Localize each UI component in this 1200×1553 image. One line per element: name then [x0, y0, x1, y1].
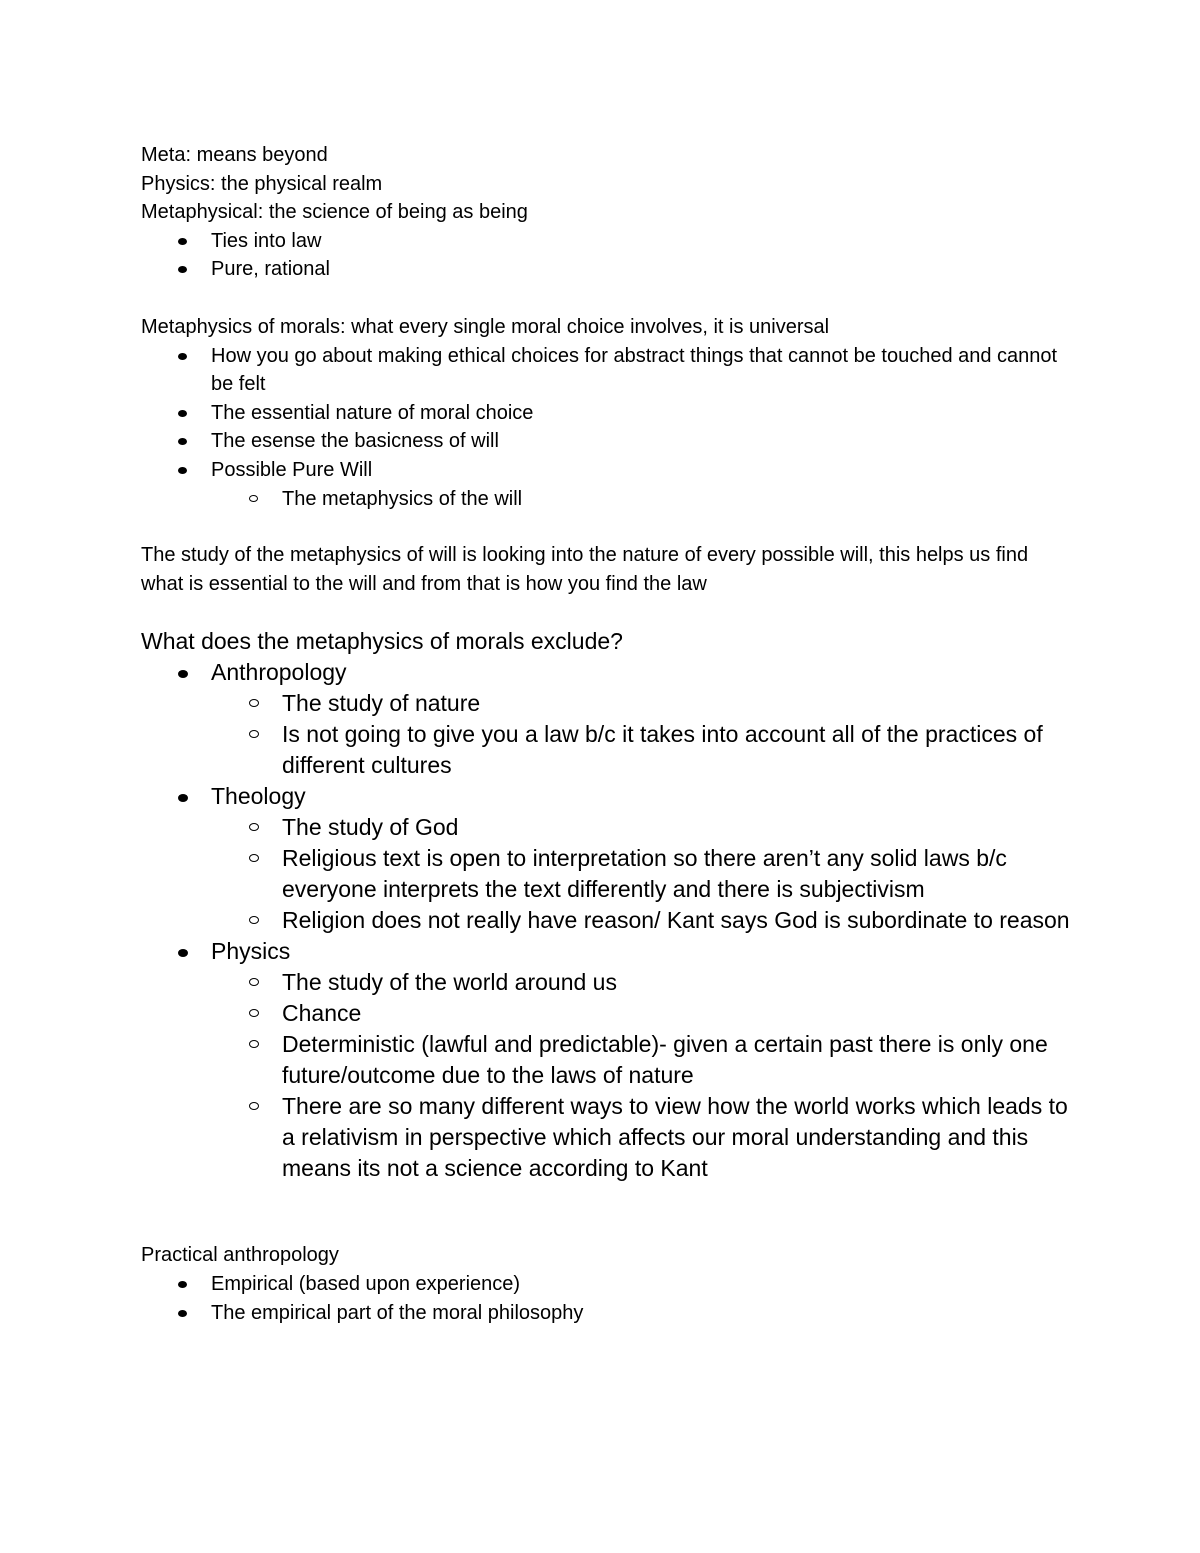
definition-bullets: [141, 227, 1071, 284]
list-item: Possible Pure Will: [141, 456, 1071, 485]
list-item: Ties into law: [141, 227, 1071, 256]
definition-meta: Meta: means beyond: [141, 144, 328, 166]
bullet-disc-icon: [178, 1281, 187, 1288]
sub-list-item: There are so many different ways to view how the world works which leads to a relativism in perspective which affects our moral understanding and this means its not a science according to Kant: [141, 1091, 1071, 1184]
bullet-circle-icon: [249, 1102, 259, 1110]
document-page: [141, 141, 1071, 1327]
bullet-disc-icon: [178, 438, 187, 445]
bullet-circle-icon: [249, 823, 259, 831]
sub-list-item: Chance: [141, 998, 1071, 1029]
bullet-disc-icon: [178, 949, 188, 957]
list-item: The esense the basicness of will: [141, 427, 1071, 456]
list-item: Pure, rational: [141, 255, 1071, 284]
definition-physics: Physics: the physical realm: [141, 172, 383, 195]
bullet-circle-icon: [249, 854, 259, 862]
bullet-circle-icon: [249, 1040, 259, 1048]
bullet-circle-icon: [249, 699, 259, 707]
bullet-disc-icon: [178, 410, 187, 417]
morals-bullets: [141, 342, 1071, 514]
sub-list-item: Is not going to give you a law b/c it takes into account all of the practices of different cultures: [141, 719, 1071, 781]
practical-bullets: [141, 1270, 1071, 1327]
bullet-disc-icon: [178, 670, 188, 678]
sub-list-item: Religious text is open to interpretation so there aren’t any solid laws b/c everyone interprets the text differently and there is subjectivism: [141, 843, 1071, 905]
section-heading: What does the metaphysics of morals exclude?: [141, 628, 623, 655]
exclusions-list: [141, 657, 1071, 1184]
sub-list-item: The metaphysics of the will: [141, 485, 1071, 514]
sub-list-item: Deterministic (lawful and predictable)- given a certain past there is only one future/outcome due to the laws of nature: [141, 1029, 1071, 1091]
bullet-circle-icon: [249, 916, 259, 924]
section-exclusions: [141, 626, 1071, 1184]
list-item: Anthropology: [141, 657, 1071, 688]
sub-list-item: The study of nature: [141, 688, 1071, 719]
section-practical-anthropology: [141, 1241, 1071, 1327]
bullet-disc-icon: [178, 353, 187, 360]
section-paragraph: [141, 541, 1071, 598]
bullet-circle-icon: [249, 1009, 259, 1017]
bullet-disc-icon: [178, 1310, 187, 1317]
bullet-disc-icon: [178, 266, 187, 273]
bullet-circle-icon: [249, 978, 259, 986]
bullet-disc-icon: [178, 467, 187, 474]
bullet-circle-icon: [249, 730, 259, 738]
section-metaphysics-of-morals: [141, 313, 1071, 513]
spacer: [141, 284, 1071, 313]
section-definitions: [141, 141, 1071, 284]
list-item: The essential nature of moral choice: [141, 399, 1071, 428]
list-item: The empirical part of the moral philosophy: [141, 1299, 1071, 1328]
bullet-disc-icon: [178, 238, 187, 245]
sub-list-item: The study of God: [141, 812, 1071, 843]
list-item: Empirical (based upon experience): [141, 1270, 1071, 1299]
bullet-disc-icon: [178, 794, 188, 802]
list-item: Theology: [141, 781, 1071, 812]
bullet-circle-icon: [249, 495, 258, 502]
list-item: Physics: [141, 936, 1071, 967]
spacer: [141, 1184, 1071, 1241]
sub-list-item: The study of the world around us: [141, 967, 1071, 998]
section-heading: Practical anthropology: [141, 1244, 339, 1267]
sub-list-item: Religion does not really have reason/ Kant says God is subordinate to reason: [141, 905, 1071, 936]
definition-metaphysical: Metaphysical: the science of being as being: [141, 201, 528, 224]
list-item: How you go about making ethical choices for abstract things that cannot be touched and cannot be felt: [141, 342, 1071, 399]
section-heading: Metaphysics of morals: what every single moral choice involves, it is universal: [141, 315, 830, 338]
spacer: [141, 513, 1071, 541]
spacer: [141, 598, 1071, 626]
paragraph: The study of the metaphysics of will is looking into the nature of every possible will, this helps us find what is essential to the will and from that is how you find the law: [141, 544, 1029, 595]
